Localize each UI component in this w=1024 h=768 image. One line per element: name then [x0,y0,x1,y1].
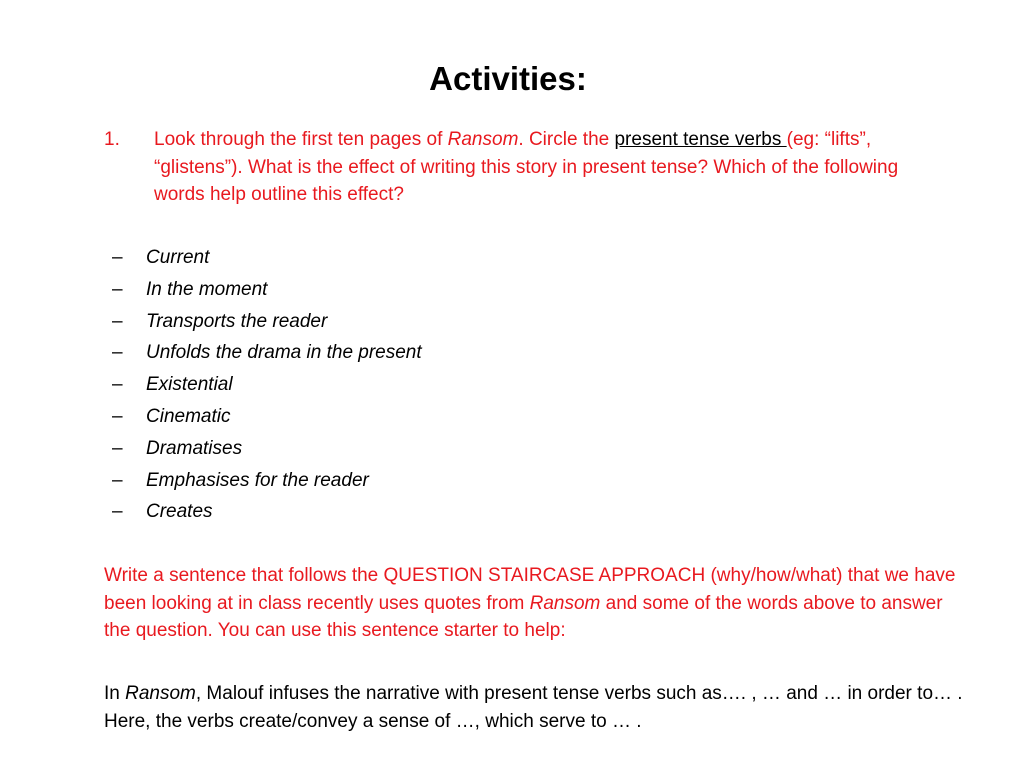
starter-text: , Malouf infuses the narrative with present tense verbs such as…. , … and … in order to… . Here, the verbs create/convey a sense of …, which serve to … . [104,683,963,732]
book-title: Ransom [125,683,196,704]
dash-bullet: – [112,310,123,332]
list-item-text: Creates [146,501,213,523]
list-item [112,465,422,497]
dash-bullet: – [112,437,123,459]
book-title: Ransom [529,592,601,614]
question-text-part: . Circle the [518,129,615,150]
dash-bullet: – [112,469,123,491]
list-item-text: Emphasises for the reader [146,469,369,491]
book-title: Ransom [447,129,519,150]
list-item-text: Transports the reader [146,310,328,332]
instruction-text: Write a sentence that follows the QUESTION STAIRCASE APPROACH (why/how/what) that we have been looking at in class recently uses quotes from [104,565,956,614]
underlined-phrase: present tense verbs [614,129,787,150]
list-item-text: In the moment [146,278,268,300]
sentence-starter [104,680,974,735]
dash-bullet: – [112,247,123,268]
starter-text: In [104,683,126,704]
list-item-text: Existential [146,374,233,396]
dash-bullet: – [112,278,123,300]
question-text [154,126,954,209]
dash-bullet: – [112,501,123,523]
list-item [112,337,422,369]
list-item-text: Dramatises [146,437,243,459]
list-item [112,274,422,306]
dash-bullet: – [112,405,123,427]
question-text-part: (eg: “lifts”, “glistens”). What is the effect of writing this story in present tense? Which of the following words help outline this effect? [154,129,899,205]
list-item [112,242,422,274]
list-item-text: Unfolds the drama in the present [146,342,422,364]
instruction-text: and some of the words above to answer the question. You can use this sentence starter to help: [104,592,943,641]
list-item-text: Current [146,247,210,268]
slide-title: Activities: [429,60,587,97]
dash-bullet: – [112,342,123,364]
list-item [112,369,422,401]
dash-bullet: – [112,374,123,396]
list-item [112,496,422,528]
list-item [112,306,422,338]
question-text-part: Look through the first ten pages of [154,129,448,150]
instruction-paragraph [104,562,974,645]
question-1 [104,126,954,209]
list-item [112,433,422,465]
list-item-text: Cinematic [146,405,231,427]
list-item [112,401,422,433]
word-list [112,242,422,528]
question-number: 1. [104,129,120,150]
